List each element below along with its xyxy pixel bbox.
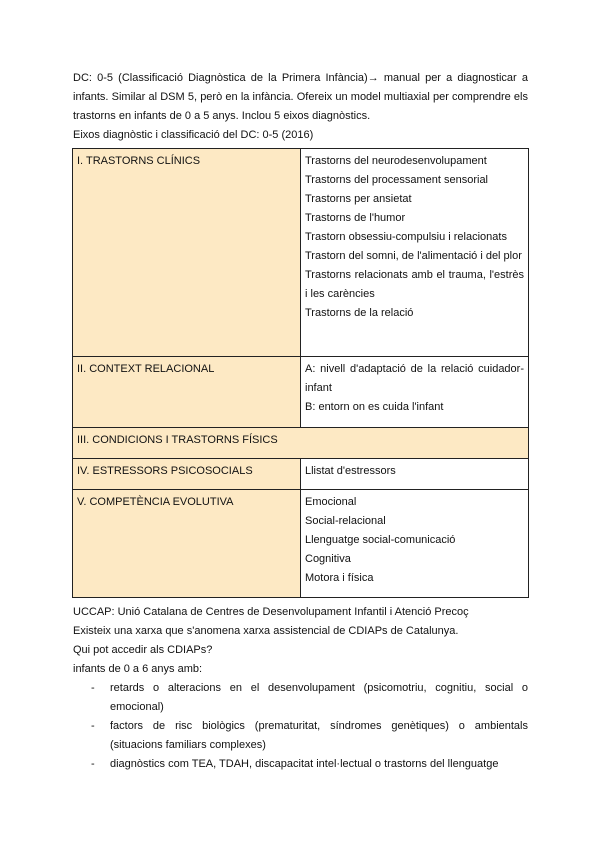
list-item: Trastorns del neurodesenvolupament xyxy=(305,155,487,167)
dash-bullet: - xyxy=(91,720,95,732)
list-item: Trastorns per ansietat xyxy=(305,193,412,205)
list-item: Trastorns de la relació xyxy=(305,307,414,319)
table-row xyxy=(73,490,529,598)
table-row xyxy=(73,149,529,357)
list-item: Emocional xyxy=(305,496,357,508)
list-item-text: diagnòstics com TEA, TDAH, discapacitat intel·lectual o trastorns del llenguatge xyxy=(110,758,499,770)
axis-cell: I. TRASTORNS CLÍNICS xyxy=(73,149,301,357)
access-question: Qui pot accedir als CDIAPs? xyxy=(73,644,213,656)
axis-cell: III. CONDICIONS I TRASTORNS FÍSICS xyxy=(73,428,529,459)
list-item: Cognitiva xyxy=(305,553,351,565)
intro-paragraph xyxy=(73,69,528,126)
items-cell xyxy=(301,357,529,428)
list-item: Trastorns del processament sensorial xyxy=(305,174,489,186)
access-intro: infants de 0 a 6 anys amb: xyxy=(73,663,203,675)
axis-cell: II. CONTEXT RELACIONAL xyxy=(73,357,301,428)
table-row xyxy=(73,459,529,490)
access-criteria-list xyxy=(73,679,533,774)
list-item-text: retards o alteracions en el desenvolupament (psicomotriu, cognitiu, social o emocional) xyxy=(110,682,528,713)
list-item: A: nivell d'adaptació de la relació cuidador-infant xyxy=(305,363,524,394)
items-cell xyxy=(301,149,529,357)
uccap-definition: UCCAP: Unió Catalana de Centres de Desenvolupament Infantil i Atenció Precoç xyxy=(73,606,469,618)
dash-bullet: - xyxy=(91,682,95,694)
network-text: Existeix una xarxa que s'anomena xarxa assistencial de CDIAPs de Catalunya. xyxy=(73,625,459,637)
intro-text: DC: 0-5 (Classificació Diagnòstica de la Primera Infància)→ manual per a diagnosticar a infants. Similar al DSM 5, però en la infància. Ofereix un model multiaxial per comprendre els trastorns en infants de 0 a 5 anys. Inclou 5 eixos diagnòstics. xyxy=(73,72,528,122)
list-item: Motora i física xyxy=(305,572,374,584)
items-cell xyxy=(301,490,529,598)
table-row xyxy=(73,357,529,428)
list-item: Trastorns relacionats amb el trauma, l'estrès i les carències xyxy=(305,269,524,300)
list-item: Llenguatge social-comunicació xyxy=(305,534,456,546)
list-item: Llistat d'estressors xyxy=(305,465,396,477)
table-title: Eixos diagnòstic i classificació del DC: 0-5 (2016) xyxy=(73,129,314,141)
dash-bullet: - xyxy=(91,758,95,770)
list-item xyxy=(73,755,528,774)
list-item: Trastorns de l'humor xyxy=(305,212,406,224)
table-row xyxy=(73,428,529,459)
axis-cell: IV. ESTRESSORS PSICOSOCIALS xyxy=(73,459,301,490)
list-item: Trastorn obsessiu-compulsiu i relacionats xyxy=(305,231,507,243)
list-item-text: factors de risc biològics (prematuritat, síndromes genètiques) o ambientals (situacions familiars complexes) xyxy=(110,720,528,751)
cdiap-section xyxy=(73,603,533,774)
list-item: Trastorn del somni, de l'alimentació i del plor xyxy=(305,250,522,262)
axis-cell: V. COMPETÈNCIA EVOLUTIVA xyxy=(73,490,301,598)
list-item: B: entorn on es cuida l'infant xyxy=(305,401,444,413)
items-cell xyxy=(301,459,529,490)
list-item xyxy=(73,679,528,717)
list-item xyxy=(73,717,528,755)
list-item: Social-relacional xyxy=(305,515,386,527)
diagnostic-axes-table xyxy=(72,148,529,598)
